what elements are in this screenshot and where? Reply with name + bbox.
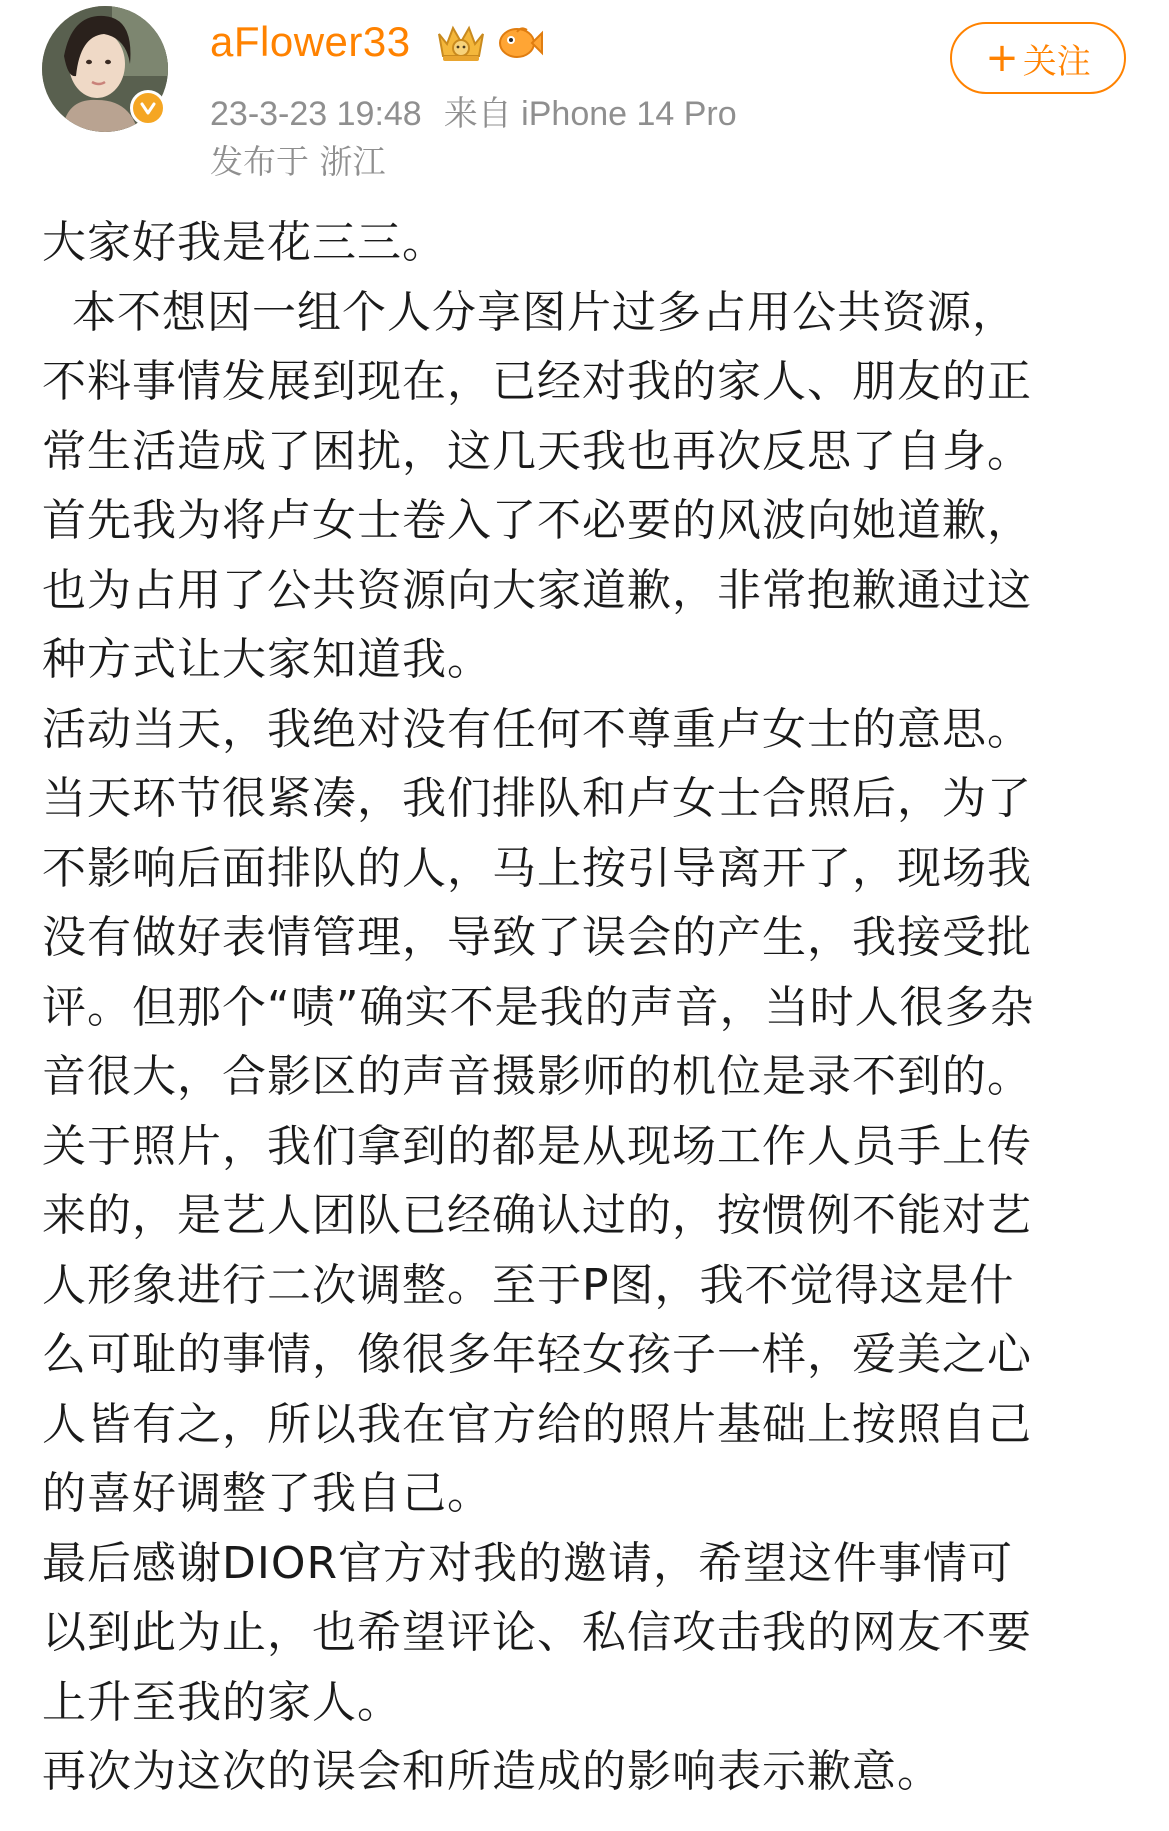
post-text-line: 本不想因一组个人分享图片过多占用公共资源， (42, 286, 1017, 338)
post-text-line: 人形象进行二次调整。至于P图，我不觉得这是什 (42, 1259, 1015, 1311)
fish-icon[interactable] (497, 22, 543, 62)
post-text-line: 关于照片，我们拿到的都是从现场工作人员手上传 (42, 1120, 1032, 1172)
post-text-line: 常生活造成了困扰，这几天我也再次反思了自身。 (42, 425, 1032, 477)
post-text-line: 也为占用了公共资源向大家道歉，非常抱歉通过这 (42, 564, 1032, 616)
post-text-line: 没有做好表情管理，导致了误会的产生，我接受批 (42, 912, 1032, 963)
avatar[interactable] (42, 6, 168, 132)
post-timestamp: 23-3-23 19:48 (210, 95, 422, 133)
post-text-line: 最后感谢DIOR官方对我的邀请，希望这件事情可 (42, 1537, 1014, 1589)
follow-button-label: 关注 (1022, 41, 1091, 82)
post-meta (210, 86, 737, 135)
post-text-line: 大家好我是花三三。 (42, 217, 447, 268)
crown-icon[interactable] (433, 20, 489, 64)
post-text-line: 种方式让大家知道我。 (42, 634, 492, 685)
post-text-line: 当天环节很紧凑，我们排队和卢女士合照后，为了 (42, 773, 1032, 824)
post-text-line: 上升至我的家人。 (42, 1676, 402, 1728)
post-text-line: 来的，是艺人团队已经确认过的，按惯例不能对艺 (42, 1190, 1032, 1241)
plus-icon: + (985, 35, 1019, 81)
follow-button[interactable] (950, 22, 1126, 94)
post-text-line: 首先我为将卢女士卷入了不必要的风波向她道歉， (42, 495, 1032, 546)
post-text-line: 的喜好调整了我自己。 (42, 1468, 492, 1519)
post-source: 来自 iPhone 14 Pro (443, 95, 737, 133)
username[interactable]: aFlower33 (210, 18, 411, 65)
verified-badge-icon (130, 90, 166, 126)
post-location: 发布于 浙江 (210, 142, 386, 181)
post-text-line: 以到此为止，也希望评论、私信攻击我的网友不要 (42, 1607, 1032, 1658)
post-body (42, 208, 1142, 1807)
post-header (0, 0, 1169, 181)
post-text-line: 音很大，合影区的声音摄影师的机位是录不到的。 (42, 1051, 1032, 1102)
post-text-line: 活动当天，我绝对没有任何不尊重卢女士的意思。 (42, 703, 1032, 755)
post-text-line: 评。但那个“啧”确实不是我的声音，当时人很多杂 (42, 981, 1035, 1033)
post-text-line: 再次为这次的误会和所造成的影响表示歉意。 (42, 1746, 942, 1797)
post-text-line: 么可耻的事情，像很多年轻女孩子一样，爱美之心 (42, 1329, 1032, 1380)
post-text-line: 不影响后面排队的人，马上按引导离开了，现场我 (42, 842, 1032, 894)
post-text-line: 人皆有之，所以我在官方给的照片基础上按照自己 (42, 1398, 1032, 1450)
post-text-line: 不料事情发展到现在，已经对我的家人、朋友的正 (42, 356, 1032, 407)
